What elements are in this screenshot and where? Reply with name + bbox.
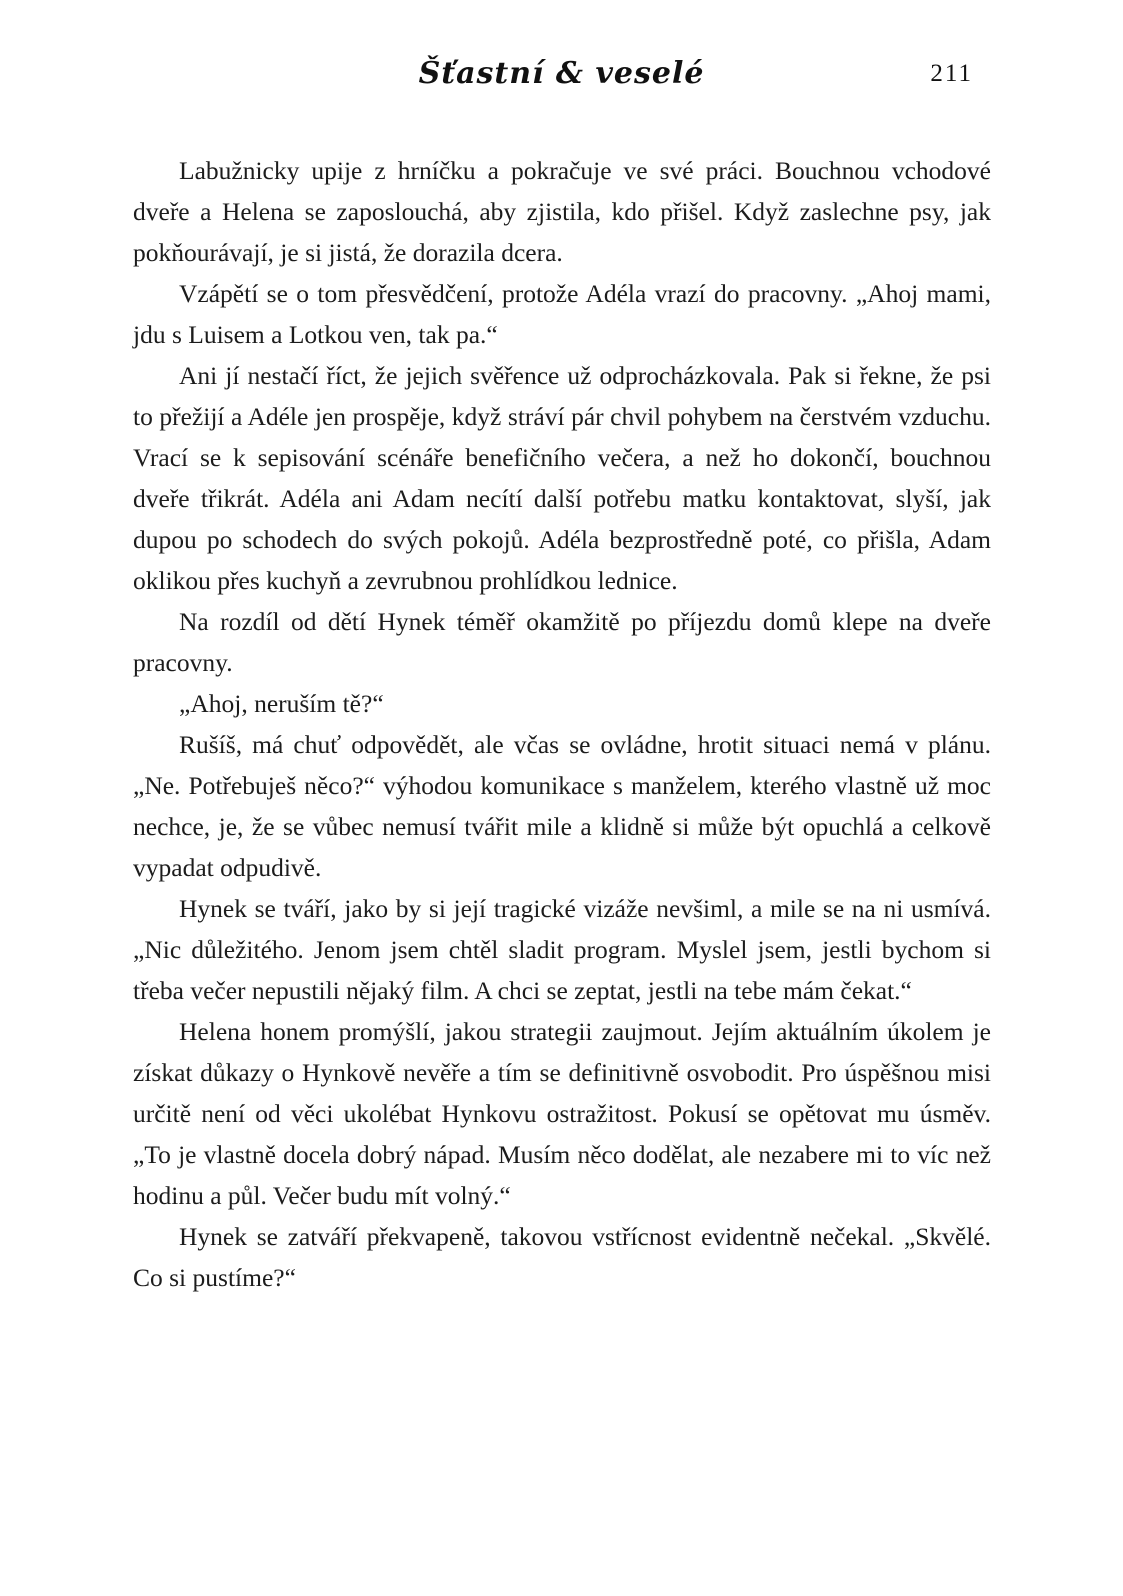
paragraph: Vzápětí se o tom přesvědčení, protože Adéla vrazí do pracovny. „Ahoj mami, jdu s Luisem a Lotkou ven, tak pa.“ <box>133 279 991 349</box>
paragraph: Na rozdíl od dětí Hynek téměř okamžitě po příjezdu domů klepe na dveře pracovny. <box>133 607 991 677</box>
running-header <box>0 56 1123 100</box>
paragraph: Hynek se zatváří překvapeně, takovou vstřícnost evidentně nečekal. „Skvělé. Co si pustíme?“ <box>133 1222 991 1292</box>
paragraph: Hynek se tváří, jako by si její tragické vizáže nevšiml, a mile se na ni usmívá. „Nic důležitého. Jenom jsem chtěl sladit program. Myslel jsem, jestli bychom si třeba večer nepustili nějaký film. A chci se zeptat, jestli na tebe mám čekat.“ <box>133 894 991 1005</box>
page-number: 211 <box>930 60 973 87</box>
paragraph: Labužnicky upije z hrníčku a pokračuje ve své práci. Bouchnou vchodové dveře a Helena se zaposlouchá, aby zjistila, kdo přišel. Když zaslechne psy, jak pokňourávají, je si jistá, že dorazila dcera. <box>133 156 991 267</box>
chapter-title: Šťastní & veselé <box>418 56 705 91</box>
paragraph: „Ahoj, neruším tě?“ <box>179 689 384 718</box>
paragraph: Rušíš, má chuť odpovědět, ale včas se ovládne, hrotit situaci nemá v plánu. „Ne. Potřebuješ něco?“ výhodou komunikace s manželem, kterého vlastně už moc nechce, je, že se vůbec nemusí tvářit mile a klidně si může být opuchlá a celkově vypadat odpudivě. <box>133 730 991 882</box>
paragraph: Helena honem promýšlí, jakou strategii zaujmout. Jejím aktuálním úkolem je získat důkazy o Hynkově nevěře a tím se definitivně osvobodit. Pro úspěšnou misi určitě není od věci ukolébat Hynkovu ostražitost. Pokusí se opětovat mu úsměv. „To je vlastně docela dobrý nápad. Musím něco dodělat, ale nezabere mi to víc než hodinu a půl. Večer budu mít volný.“ <box>133 1017 991 1210</box>
text-block <box>133 150 991 1298</box>
paragraph: Ani jí nestačí říct, že jejich svěřence už odprocházkovala. Pak si řekne, že psi to přežijí a Adéle jen prospěje, když stráví pár chvil pohybem na čerstvém vzduchu. Vrací se k sepisování scénáře benefičního večera, a než ho dokončí, bouchnou dveře třikrát. Adéla ani Adam necítí další potřebu matku kontaktovat, slyší, jak dupou po schodech do svých pokojů. Adéla bezprostředně poté, co přišla, Adam oklikou přes kuchyň a zevrubnou prohlídkou lednice. <box>133 361 991 595</box>
